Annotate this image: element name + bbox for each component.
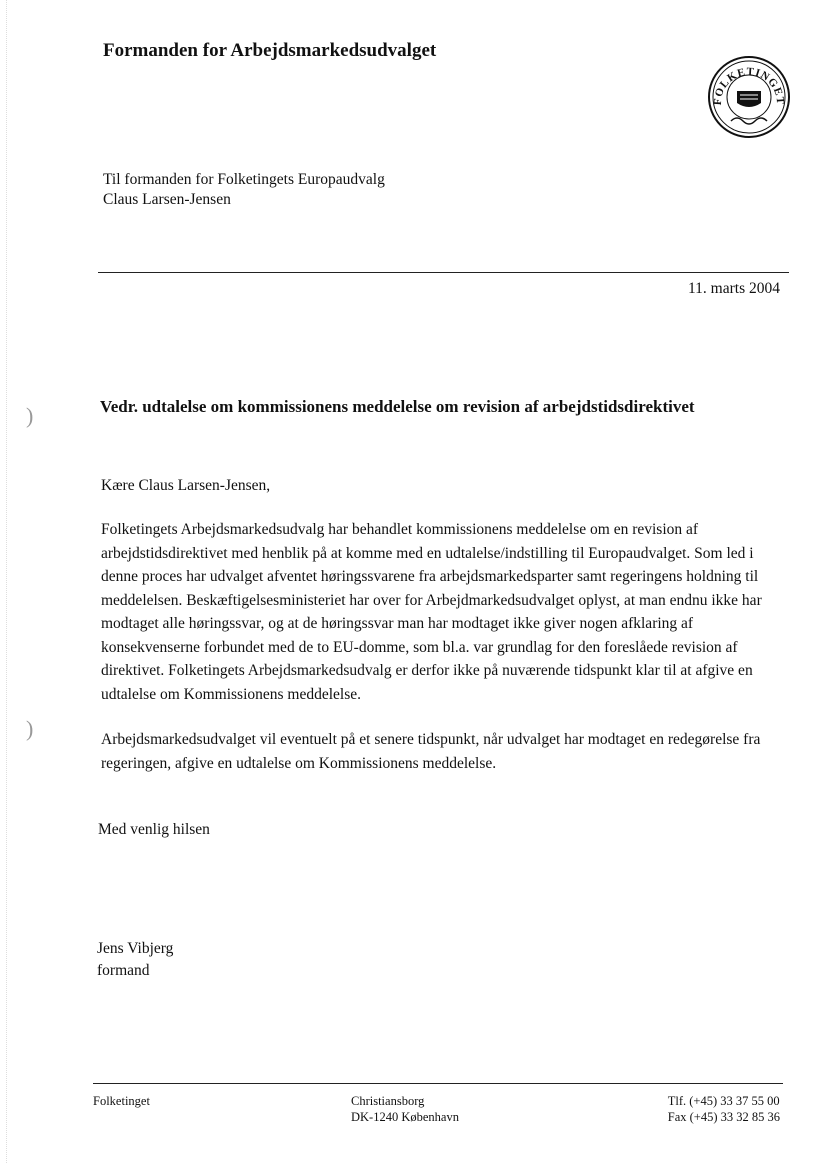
- recipient-block: [103, 170, 385, 210]
- footer-organization: Folketinget: [93, 1094, 150, 1108]
- body-paragraph-2: Arbejdsmarkedsudvalget vil eventuelt på et senere tidspunkt, når udvalget har modtaget en redegørelse fra regeringen, afgive en udtalelse om Kommissionens meddelelse.: [101, 731, 761, 772]
- letter-date: 11. marts 2004: [688, 280, 780, 297]
- punch-hole-mark: ): [26, 403, 34, 428]
- footer-contact: [668, 1093, 780, 1125]
- signer-title: formand: [97, 962, 150, 979]
- seal-text: FOLKETINGET: [711, 65, 787, 106]
- scan-edge: [0, 0, 7, 1163]
- closing: Med venlig hilsen: [98, 821, 210, 838]
- folketinget-seal-icon: [707, 55, 791, 139]
- footer-fax: Fax (+45) 33 32 85 36: [667, 1110, 780, 1124]
- signer-name: Jens Vibjerg: [97, 940, 174, 957]
- footer-address-line-2: DK-1240 København: [351, 1110, 459, 1124]
- salutation: Kære Claus Larsen-Jensen,: [101, 477, 271, 494]
- footer-address-line-1: Christiansborg: [351, 1094, 425, 1108]
- body-paragraph-1: Folketingets Arbejdsmarkedsudvalg har behandlet kommissionens meddelelse om en revision af arbejdstidsdirektivet med henblik på at komme med en udtalelse/indstilling til Europaudvalget. Som led i denne proces har udvalget afventet høringssvarene fra arbejdsmarkedsparter samt regeringens holdning til meddelelsen. Beskæftigelsesministeriet har over for Arbejdmarkedsudvalget oplyst, at man endnu ikke har modtaget alle høringssvar, og at de høringssvar man har modtaget ikke giver nogen afklaring af konsekvenserne forbundet med de to EU-domme, som bl.a. var grundlag for den foreslåede revision af direktivet. Folketingets Arbejdsmarkedsudvalg er derfor ikke på nuværende tidspunkt klar til at afgive en udtalelse om Kommissionens meddelelse.: [101, 521, 762, 703]
- footer-divider: [93, 1083, 783, 1084]
- footer-phone: Tlf. (+45) 33 37 55 00: [667, 1094, 780, 1108]
- punch-hole-mark-2: ): [26, 716, 34, 741]
- header-divider: [98, 272, 789, 273]
- footer-address: [351, 1093, 459, 1125]
- letter-subject: Vedr. udtalelse om kommissionens meddelelse om revision af arbejdstidsdirektivet: [100, 397, 695, 416]
- letter-heading: Formanden for Arbejdsmarkedsudvalget: [103, 40, 437, 61]
- signature-block: [97, 938, 173, 982]
- recipient-line-2: Claus Larsen-Jensen: [103, 191, 231, 208]
- recipient-line-1: Til formanden for Folketingets Europaudvalg: [103, 171, 385, 188]
